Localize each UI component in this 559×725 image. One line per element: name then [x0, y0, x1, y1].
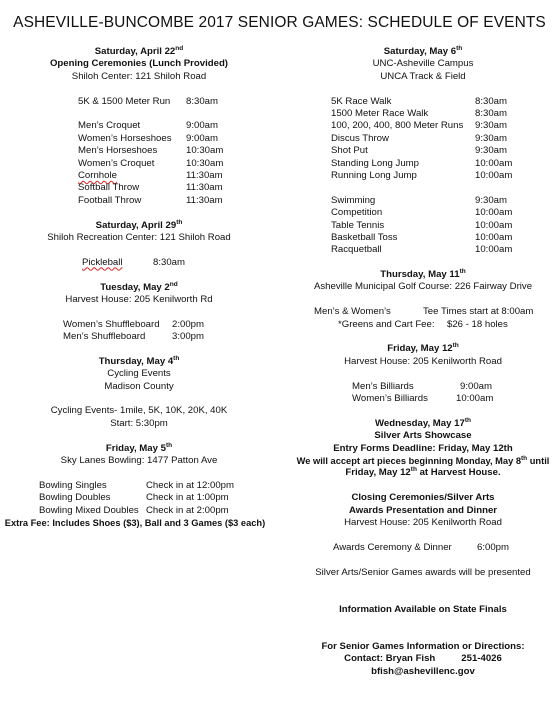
event-row: [8, 492, 270, 504]
page-title: ASHEVILLE-BUNCOMBE 2017 SENIOR GAMES: SCHEDULE OF EVENTS: [13, 14, 546, 31]
event-name: Bowling Mixed Doubles: [39, 504, 139, 516]
event-row: [292, 158, 554, 170]
closing-heading: Closing Ceremonies/Silver Arts: [351, 492, 495, 504]
event-row: [8, 145, 270, 157]
event-row: [8, 158, 270, 170]
event-name: 5K Race Walk: [331, 95, 392, 107]
event-time: 8:30am: [475, 108, 507, 119]
event-row: [292, 220, 554, 232]
event-row: [292, 133, 554, 145]
event-name: Men’s & Women’s: [314, 306, 391, 318]
event-row: [8, 257, 270, 269]
event-time: 10:00am: [475, 169, 513, 181]
event-time: 10:00am: [475, 231, 513, 243]
event-name: Women’s Croquet: [78, 157, 155, 169]
cycling-location: Madison County: [104, 380, 174, 392]
event-time: 9:00am: [186, 132, 218, 144]
event-name: Bowling Singles: [39, 479, 107, 491]
event-name: Softball Throw: [78, 182, 140, 194]
event-time: 9:00am: [460, 380, 492, 392]
event-row: [292, 542, 554, 554]
event-row: [8, 96, 270, 108]
event-name: Women’s Billiards: [352, 393, 428, 405]
event-name: Women’s Shuffleboard: [63, 318, 160, 330]
event-time: 10:00am: [475, 207, 513, 219]
event-row: [292, 393, 554, 405]
apr22-location: Shiloh Center: 121 Shiloh Road: [71, 70, 207, 82]
event-time: 8:30am: [186, 95, 218, 107]
event-time: 10:00am: [475, 157, 513, 169]
event-row: [292, 244, 554, 256]
may6-location-track: UNCA Track & Field: [380, 70, 466, 82]
may6-heading: Saturday, May 6th: [383, 44, 463, 57]
event-time: 9:30am: [475, 132, 507, 144]
event-time: 10:00am: [475, 244, 513, 256]
may4-heading: Thursday, May 4th: [98, 354, 180, 367]
may12-location: Harvest House: 205 Kenilworth Road: [344, 355, 502, 367]
event-row: [292, 108, 554, 120]
may6-location-campus: UNC-Asheville Campus: [372, 58, 474, 70]
event-time: 8:30am: [475, 95, 507, 107]
opening-ceremonies: Opening Ceremonies (Lunch Provided): [49, 58, 229, 70]
event-name: Swimming: [331, 194, 376, 206]
event-name: Discus Throw: [331, 132, 389, 144]
contact-name: Contact: Bryan Fish: [344, 653, 436, 665]
silver-arts-showcase: Silver Arts Showcase: [374, 430, 472, 442]
event-row: [8, 120, 270, 132]
event-row: [8, 505, 270, 517]
event-name: Basketball Toss: [331, 231, 398, 243]
contact-email[interactable]: bfish@ashevillenc.gov: [371, 665, 475, 677]
event-name: Cornhole: [78, 169, 117, 181]
event-row: [292, 170, 554, 182]
event-name: Competition: [331, 207, 383, 219]
event-row: [8, 133, 270, 145]
event-time: 6:00pm: [477, 541, 509, 553]
may5-location: Sky Lanes Bowling: 1477 Patton Ave: [60, 455, 218, 467]
apr22-heading: Saturday, April 22nd: [94, 44, 184, 57]
may5-heading: Friday, May 5th: [105, 441, 173, 454]
event-time: 9:30am: [475, 120, 507, 132]
accept-line-2: Friday, May 12th at Harvest House.: [345, 466, 501, 479]
event-row: [292, 96, 554, 108]
state-finals-info: Information Available on State Finals: [339, 603, 507, 615]
event-time: 10:30am: [186, 145, 224, 157]
event-name: Men’s Croquet: [78, 120, 141, 132]
event-row: [292, 195, 554, 207]
apr29-location: Shiloh Recreation Center: 121 Shiloh Road: [47, 231, 231, 243]
event-time: 9:30am: [475, 145, 507, 157]
event-name: Racquetball: [331, 244, 382, 256]
event-name: Running Long Jump: [331, 169, 417, 181]
event-row: [292, 232, 554, 244]
event-time: 10:00am: [475, 219, 513, 231]
event-name: Men’s Billiards: [352, 380, 414, 392]
may11-heading: Thursday, May 11th: [380, 267, 466, 281]
may2-heading: Tuesday, May 2nd: [100, 280, 178, 293]
event-row: [292, 381, 554, 393]
event-time: Check in at 1:00pm: [146, 492, 229, 504]
may17-heading: Wednesday, May 17th: [375, 416, 471, 429]
event-name: Pickleball: [82, 256, 123, 268]
may11-location: Asheville Municipal Golf Course: 226 Fairway Drive: [313, 281, 533, 293]
event-time: Check in at 2:00pm: [146, 504, 229, 516]
event-time: Tee Times start at 8:00am: [423, 306, 534, 318]
event-name: Bowling Doubles: [39, 492, 111, 504]
event-row: [8, 319, 270, 331]
event-time: 3:00pm: [172, 331, 204, 343]
contact-title: For Senior Games Information or Directions:: [321, 641, 525, 653]
event-row: [8, 182, 270, 194]
event-name: Shot Put: [331, 145, 368, 157]
event-row: [8, 331, 270, 343]
event-time: 9:00am: [186, 120, 218, 132]
bowling-fee: Extra Fee: Includes Shoes ($3), Ball and 3 Games ($3 each): [4, 518, 266, 529]
cycling-start: Start: 5:30pm: [110, 417, 168, 429]
cycling-events: Cycling Events: [107, 368, 171, 380]
event-name: Awards Ceremony & Dinner: [333, 541, 452, 553]
event-row: [292, 207, 554, 219]
contact-phone: 251-4026: [461, 653, 502, 665]
may12-heading: Friday, May 12th: [387, 342, 459, 355]
closing-location: Harvest House: 205 Kenilworth Road: [344, 517, 502, 529]
event-name: Table Tennis: [331, 219, 385, 231]
event-time: 9:30am: [475, 194, 507, 206]
fee-value: $26 - 18 holes: [447, 318, 508, 330]
event-time: 8:30am: [153, 256, 185, 268]
fee-row: [292, 319, 554, 331]
may2-location: Harvest House: 205 Kenilworth Rd: [65, 293, 213, 305]
event-time: 11:30am: [186, 169, 223, 181]
event-name: 5K & 1500 Meter Run: [78, 95, 171, 107]
event-name: Women’s Horseshoes: [78, 132, 172, 144]
event-name: Men’s Horseshoes: [78, 145, 158, 157]
event-row: [292, 120, 554, 132]
awards-heading: Awards Presentation and Dinner: [348, 504, 498, 516]
event-row: [8, 480, 270, 492]
fee-label: *Greens and Cart Fee:: [338, 318, 435, 330]
accept-line-1: We will accept art pieces beginning Monday, May 8th until: [296, 454, 550, 467]
event-row: [292, 145, 554, 157]
event-time: 2:00pm: [172, 318, 204, 330]
event-row: [8, 195, 270, 207]
event-name: 100, 200, 400, 800 Meter Runs: [331, 120, 464, 132]
event-row: [8, 170, 270, 182]
event-name: Men’s Shuffleboard: [63, 331, 146, 343]
event-name: Standing Long Jump: [331, 157, 420, 169]
event-time: 10:00am: [456, 393, 494, 405]
event-row: [292, 306, 554, 318]
event-time: Check in at 12:00pm: [146, 479, 234, 491]
apr29-heading: Saturday, April 29th: [95, 218, 183, 231]
event-time: 11:30am: [186, 194, 223, 206]
right-column: [292, 46, 554, 678]
event-name: 1500 Meter Race Walk: [331, 108, 429, 119]
event-time: 11:30am: [186, 182, 223, 194]
contact-line: [292, 653, 554, 665]
event-time: 10:30am: [186, 157, 224, 169]
cycling-distances: Cycling Events- 1mile, 5K, 10K, 20K, 40K: [50, 405, 228, 417]
left-column: [4, 44, 270, 529]
entry-deadline: Entry Forms Deadline: Friday, May 12th: [333, 442, 513, 454]
event-name: Football Throw: [78, 194, 142, 206]
awards-note: Silver Arts/Senior Games awards will be presented: [315, 566, 531, 578]
